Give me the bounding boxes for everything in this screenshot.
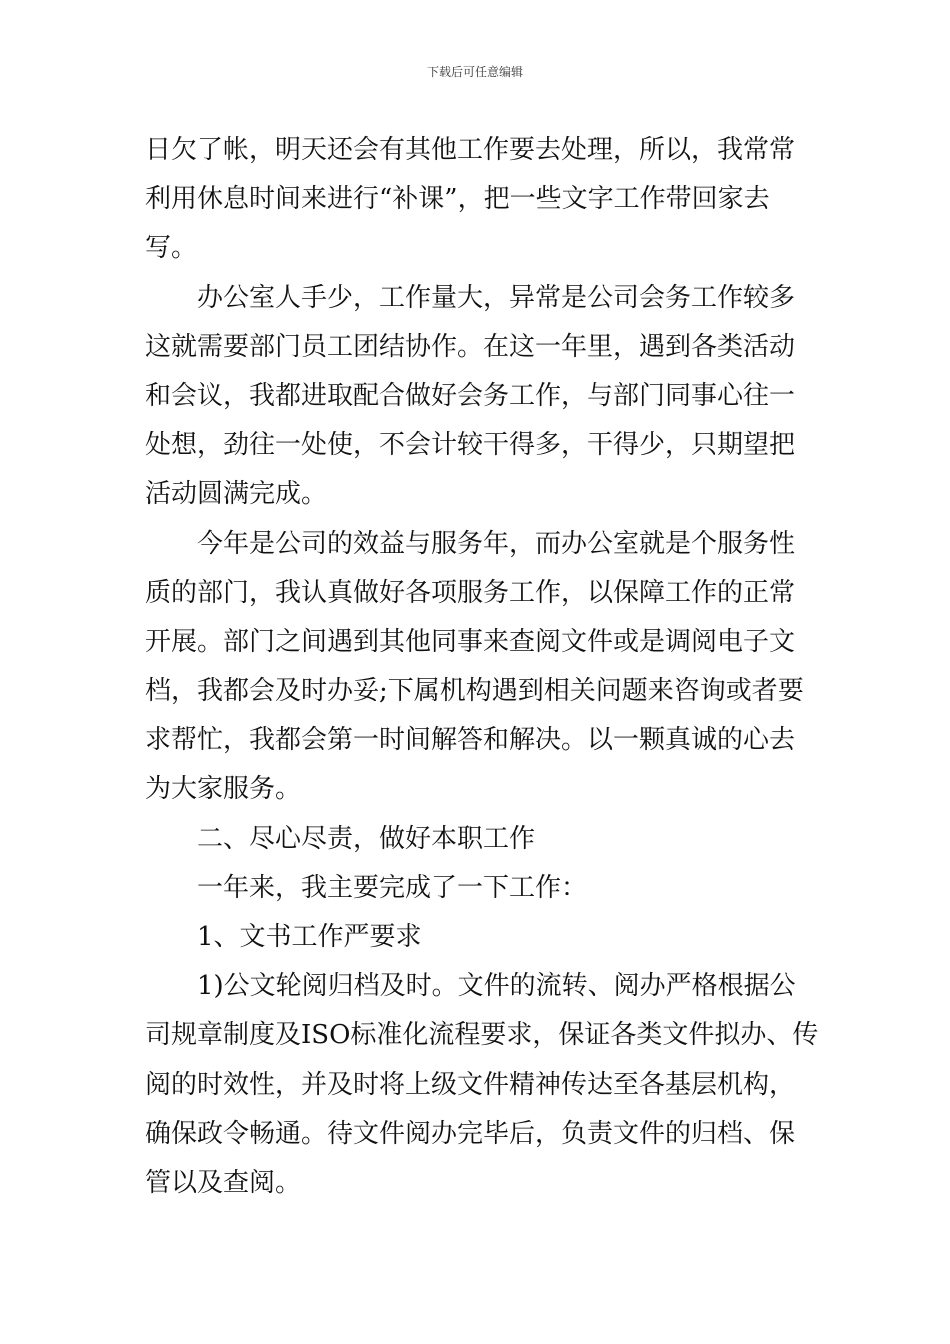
section-heading: 二、尽心尽责，做好本职工作 (197, 823, 536, 854)
page-header: 下载后可任意编辑 (426, 65, 523, 79)
text-line-3: 写。 (145, 233, 198, 264)
text-line-19: 司规章制度及ISO标准化流程要求，保证各类文件拟办、传 (145, 1020, 819, 1051)
text-line-20: 阅的时效性，并及时将上级文件精神传达至各基层机构， (145, 1069, 796, 1100)
text-line-22: 管以及查阅。 (145, 1167, 302, 1198)
text-line-11: 开展。部门之间遇到其他同事来查阅文件或是调阅电子文 (145, 626, 796, 657)
text-line-2: 利用休息时间来进行“补课”，把一些文字工作带回家去 (145, 184, 770, 215)
text-line-5: 这就需要部门员工团结协作。在这一年里，遇到各类活动 (145, 331, 796, 362)
text-line-4: 办公室人手少，工作量大，异常是公司会务工作较多 (197, 282, 796, 313)
text-line-6: 和会议，我都进取配合做好会务工作，与部门同事心往一 (145, 380, 796, 411)
text-line-12: 档，我都会及时办妥;下属机构遇到相关问题来咨询或者要 (145, 676, 804, 707)
text-line-7: 处想，劲往一处使，不会计较干得多，干得少，只期望把 (145, 430, 796, 461)
text-line-8: 活动圆满完成。 (145, 479, 328, 510)
text-line-10: 质的部门，我认真做好各项服务工作，以保障工作的正常 (145, 577, 796, 608)
text-line-1: 日欠了帐，明天还会有其他工作要去处理，所以，我常常 (145, 135, 796, 165)
text-line-9: 今年是公司的效益与服务年，而办公室就是个服务性 (197, 528, 796, 559)
text-line-18: 1)公文轮阅归档及时。文件的流转、阅办严格根据公 (197, 971, 796, 1002)
subsection-heading: 1、文书工作严要求 (197, 922, 422, 952)
document-body (145, 126, 825, 1208)
text-line-21: 确保政令畅通。待文件阅办完毕后，负责文件的归档、保 (145, 1118, 796, 1149)
text-line-16: 一年来，我主要完成了一下工作： (197, 872, 588, 903)
text-line-14: 为大家服务。 (145, 774, 302, 805)
text-line-13: 求帮忙，我都会第一时间解答和解决。以一颗真诚的心去 (145, 725, 796, 756)
